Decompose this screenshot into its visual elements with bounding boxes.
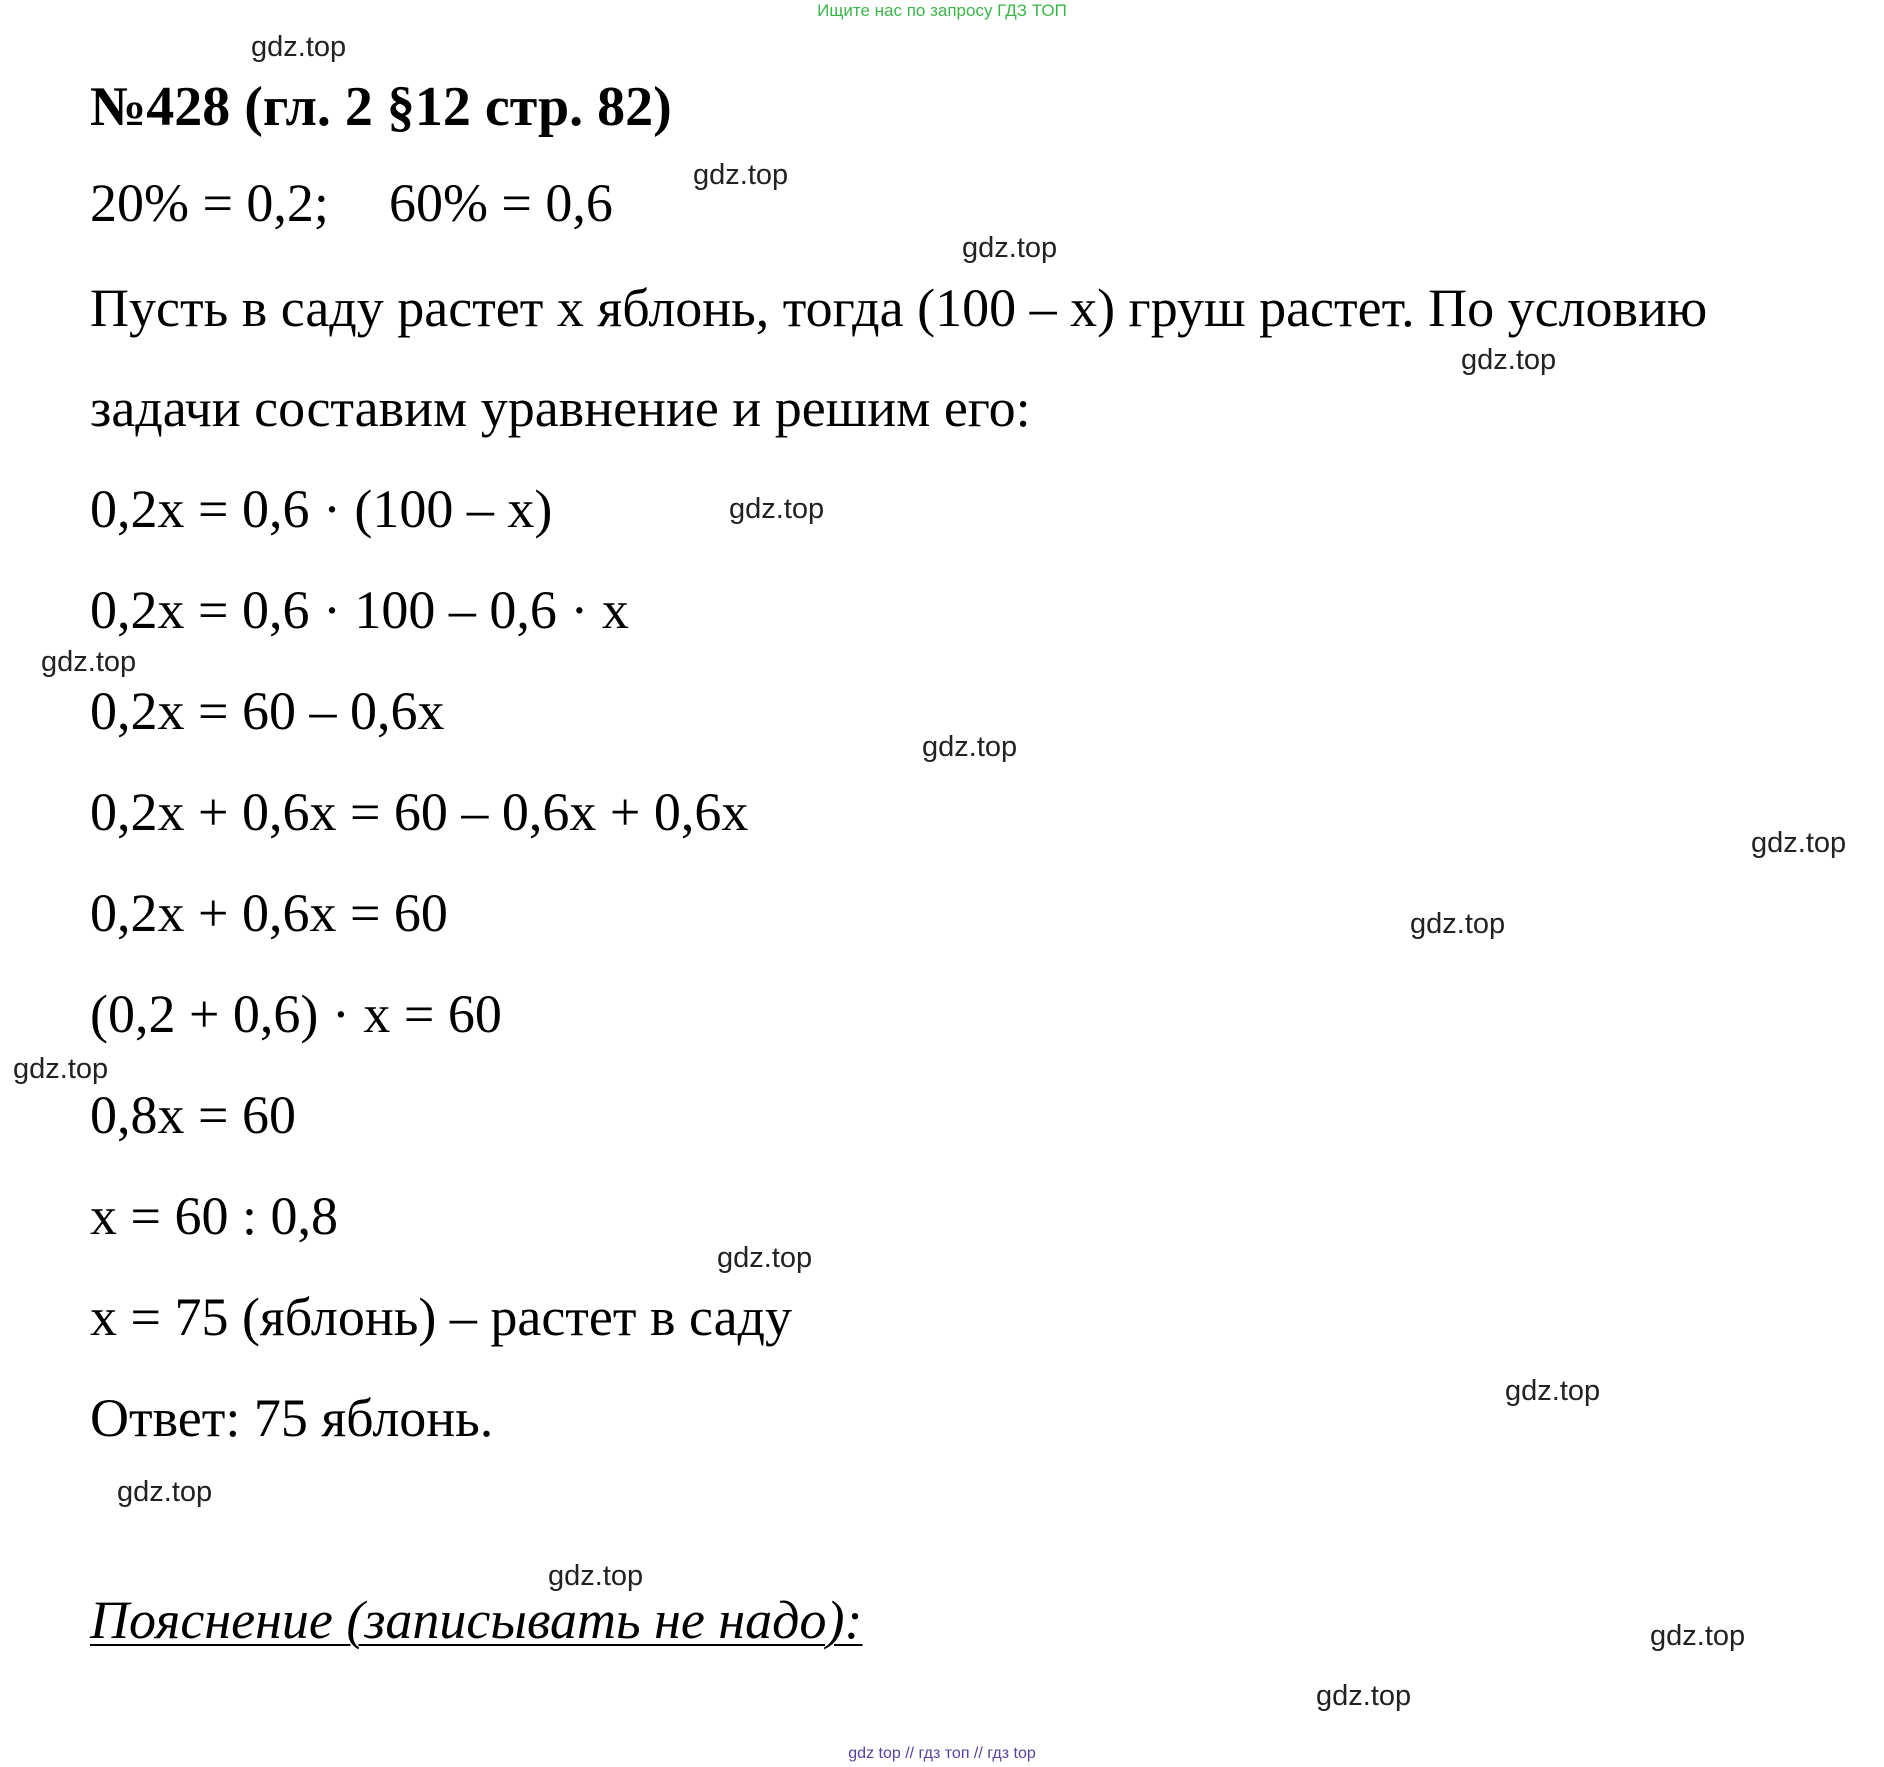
watermark: gdz.top: [548, 1560, 644, 1592]
text-line-1: Пусть в саду растет x яблонь, тогда (100 – x) груш растет. По условию: [90, 278, 1708, 338]
watermark: gdz.top: [962, 232, 1058, 264]
watermark: gdz.top: [1461, 344, 1557, 376]
equation-9: x = 75 (яблонь) – растет в саду: [90, 1287, 793, 1347]
watermark: gdz.top: [729, 493, 825, 525]
watermark: gdz.top: [1650, 1620, 1746, 1652]
watermark: gdz.top: [117, 1476, 213, 1508]
watermark: gdz.top: [693, 159, 789, 191]
watermark: gdz.top: [41, 646, 137, 678]
footer-links: gdz top // гдз топ // гдз top: [848, 1745, 1036, 1762]
explanation-heading: Пояснение (записывать не надо):: [90, 1590, 863, 1650]
task-title: №428 (гл. 2 §12 стр. 82): [90, 76, 672, 138]
watermark: gdz.top: [251, 31, 347, 63]
watermark: gdz.top: [922, 731, 1018, 763]
watermark: gdz.top: [1410, 908, 1506, 940]
equation-6: (0,2 + 0,6) · x = 60: [90, 984, 502, 1044]
equation-3: 0,2x = 60 – 0,6x: [90, 681, 445, 741]
percent-60: 60% = 0,6: [388, 173, 613, 233]
watermark: gdz.top: [13, 1053, 109, 1085]
watermark: gdz.top: [1505, 1375, 1601, 1407]
equation-7: 0,8x = 60: [90, 1085, 296, 1145]
watermark: gdz.top: [1316, 1680, 1412, 1712]
equation-1: 0,2x = 0,6 · (100 – x): [90, 479, 553, 539]
equation-4: 0,2x + 0,6x = 60 – 0,6x + 0,6x: [90, 782, 749, 842]
watermark: gdz.top: [1751, 827, 1847, 859]
equation-2: 0,2x = 0,6 · 100 – 0,6 · x: [90, 580, 629, 640]
answer: Ответ: 75 яблонь.: [90, 1388, 494, 1448]
equation-5: 0,2x + 0,6x = 60: [90, 883, 448, 943]
percent-conversions: [90, 168, 613, 238]
percent-20: 20% = 0,2;: [90, 173, 329, 233]
equation-8: x = 60 : 0,8: [90, 1186, 338, 1246]
watermark: gdz.top: [717, 1242, 813, 1274]
top-banner: Ищите нас по запросу ГДЗ ТОП: [817, 1, 1067, 20]
text-line-2: задачи составим уравнение и решим его:: [90, 378, 1031, 438]
